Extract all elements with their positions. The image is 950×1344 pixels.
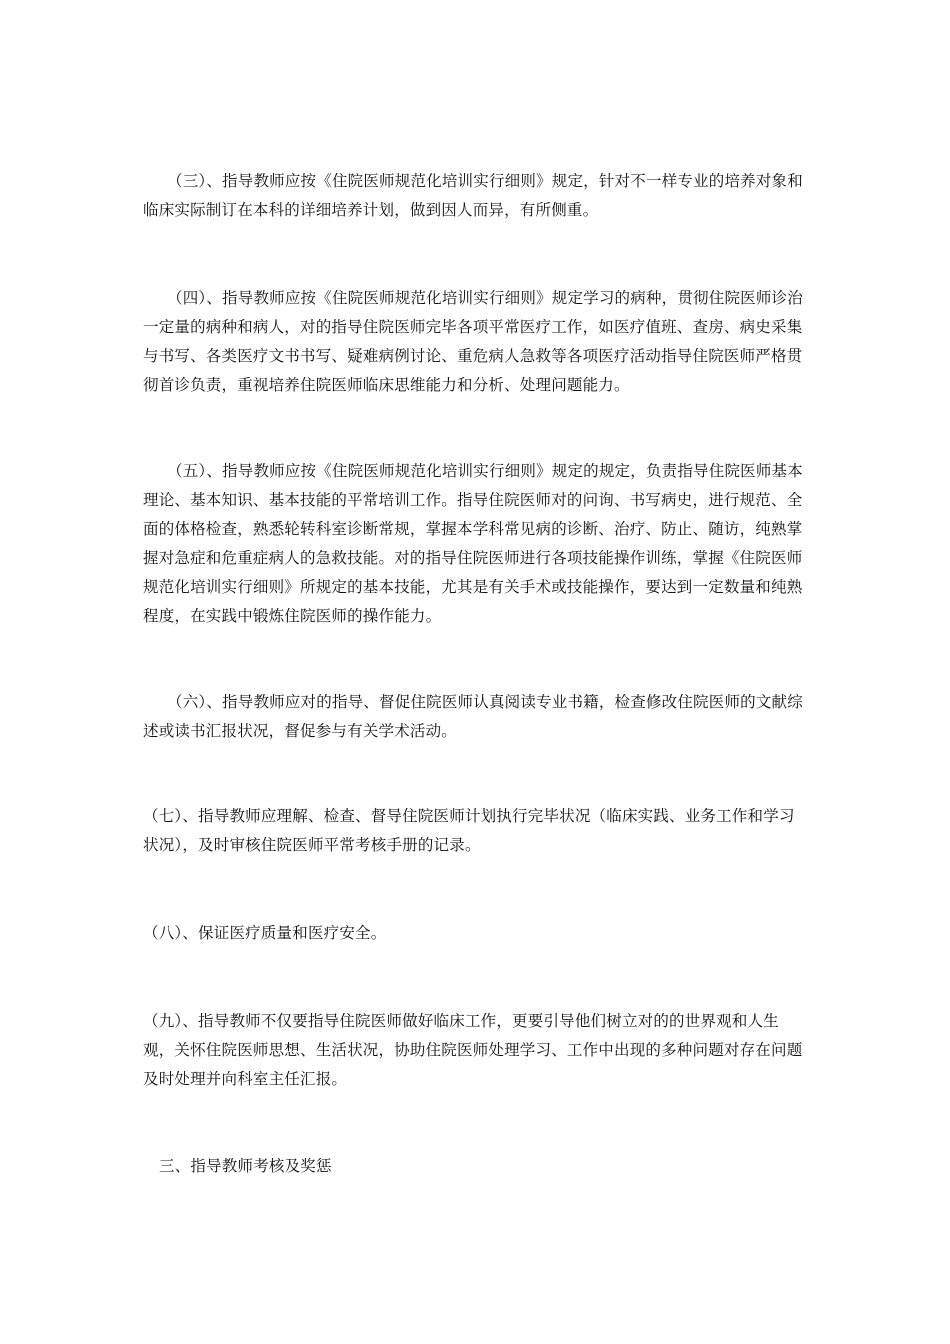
paragraph-8: （八）、保证医疗质量和医疗安全。 [143,924,387,942]
paragraph-9: （九）、指导教师不仅要指导住院医师做好临床工作，更要引导他们树立对的的世界观和人生观，关怀住院医师思想、生活状况，协助住院医师处理学习、工作中出现的多种问题对存在问题及时处理并向科室主任汇报。 [143,1012,803,1088]
paragraph-4: （四）、指导教师应按《住院医师规范化培训实行细则》规定学习的病种，贯彻住院医师诊治一定量的病种和病人，对的指导住院医师完毕各项平常医疗工作，如医疗值班、查房、病史采集与书写、各类医疗文书书写、疑难病例讨论、重危病人急救等各项医疗活动指导住院医师严格贯彻首诊负责，重视培养住院医师临床思维能力和分析、处理问题能力。 [143,289,803,394]
paragraph-5: （五）、指导教师应按《住院医师规范化培训实行细则》规定的规定，负责指导住院医师基本理论、基本知识、基本技能的平常培训工作。指导住院医师对的问询、书写病史，进行规范、全面的体格检查，熟悉轮转科室诊断常规，掌握本学科常见病的诊断、治疗、防止、随访，纯熟掌握对急症和危重症病人的急救技能。对的指导住院医师进行各项技能操作训练，掌握《住院医师规范化培训实行细则》所规定的基本技能，尤其是有关手术或技能操作，要达到一定数量和纯熟程度，在实践中锻炼住院医师的操作能力。 [143,462,803,625]
paragraph-3: （三）、指导教师应按《住院医师规范化培训实行细则》规定，针对不一样专业的培养对象和临床实际制订在本科的详细培养计划，做到因人而异，有所侧重。 [143,172,803,219]
paragraph-7: （七）、指导教师应理解、检查、督导住院医师计划执行完毕状况（临床实践、业务工作和学习状况），及时审核住院医师平常考核手册的记录。 [143,807,795,854]
section-heading: 三、指导教师考核及奖惩 [159,1157,332,1175]
paragraph-6: （六）、指导教师应对的指导、督促住院医师认真阅读专业书籍，检查修改住院医师的文献综述或读书汇报状况，督促参与有关学术活动。 [143,693,803,740]
